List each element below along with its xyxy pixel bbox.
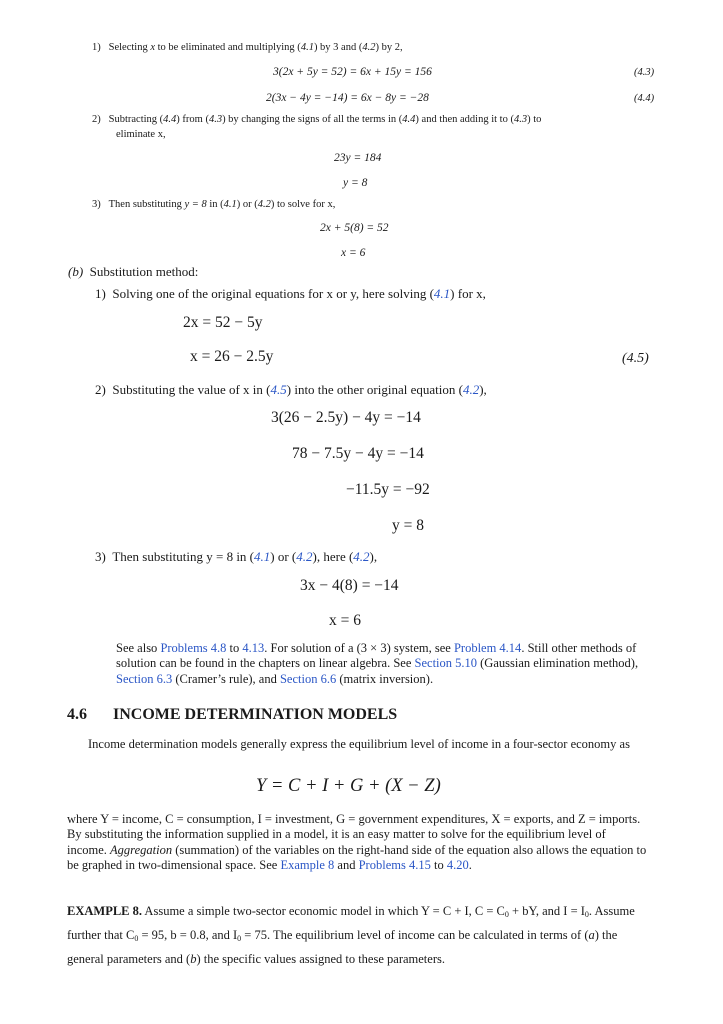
link-problem[interactable]: Problem 4.14 bbox=[453, 641, 522, 655]
example-label: EXAMPLE 8. bbox=[67, 904, 142, 918]
equation-link[interactable]: 4.1 bbox=[254, 549, 271, 564]
section-heading bbox=[67, 706, 397, 724]
step-a2-cont: eliminate x, bbox=[116, 129, 166, 140]
link-problems[interactable]: Problems 4.8 bbox=[160, 641, 227, 655]
step-b3: 3) Then substituting y = 8 in (4.1) or (4.2), here (4.2), bbox=[95, 549, 378, 564]
equation: 3x − 4(8) = −14 bbox=[300, 577, 399, 594]
link-problem[interactable]: 4.13 bbox=[242, 641, 265, 655]
equation: y = 8 bbox=[343, 177, 368, 189]
link-section[interactable]: Section 5.10 bbox=[414, 656, 478, 671]
step-a3: 3) Then substituting y = 8 in (4.1) or (4.2) to solve for x, bbox=[92, 199, 336, 210]
income-equation: Y = C + I + G + (X − Z) bbox=[256, 776, 441, 796]
step-a1: 1) Selecting x to be eliminated and multiplying (4.1) by 3 and (4.2) by 2, bbox=[92, 42, 403, 53]
section-number: 4.6 bbox=[67, 706, 87, 723]
equation: x = 6 bbox=[329, 612, 361, 629]
equation: y = 8 bbox=[392, 517, 424, 534]
see-also-paragraph: See also Problems 4.8 to 4.13. For solution of a (3 × 3) system, see Problem 4.14. Still other methods of solution can be found in the chapters on linear algebra. See Section 5.10 (Gaussian elimination method), Section 6.3 (Cramer’s rule), and Section 6.6 (matrix inversion). bbox=[116, 641, 639, 686]
section-title: INCOME DETERMINATION MODELS bbox=[113, 706, 398, 723]
equation-number: (4.3) bbox=[634, 67, 655, 78]
step-a2: 2) Subtracting (4.4) from (4.3) by changing the signs of all the terms in (4.4) and then adding it to (4.3) to bbox=[92, 114, 542, 125]
step-b1: 1) Solving one of the original equations for x or y, here solving (4.1) for x, bbox=[95, 286, 486, 301]
equation-4-5: x = 26 − 2.5y bbox=[190, 348, 274, 365]
equation: 2x + 5(8) = 52 bbox=[320, 222, 389, 234]
example-8-paragraph: EXAMPLE 8. Assume a simple two-sector economic model in which Y = C + I, $C = C_0$ + bY, and $I = I_0$. Assume further that $C_0 = 95$, b = 0.8, and $I_0 = 75$. The equilibrium level of income can be calculated in terms of (a) the general parameters and (b) the specific values assigned to these parameters. bbox=[67, 904, 635, 966]
equation-link[interactable]: 4.1 bbox=[433, 286, 451, 301]
link-problems[interactable]: Problems 4.15 bbox=[358, 857, 431, 872]
equation: −11.5y = −92 bbox=[346, 481, 430, 498]
link-section[interactable]: Section 6.6 bbox=[279, 671, 337, 686]
equation-4-4: 2(3x − 4y = −14) = 6x − 8y = −28 bbox=[266, 92, 429, 104]
equation: 23y = 184 bbox=[334, 152, 382, 164]
equation-link[interactable]: 4.2 bbox=[296, 549, 313, 564]
equation: 3(26 − 2.5y) − 4y = −14 bbox=[271, 409, 421, 426]
intro-paragraph: Income determination models generally express the equilibrium level of income in a four-sector economy as bbox=[88, 737, 630, 751]
equation-4-3: 3(2x + 5y = 52) = 6x + 15y = 156 bbox=[273, 66, 432, 78]
link-section[interactable]: Section 6.3 bbox=[116, 671, 173, 686]
equation: x = 6 bbox=[341, 247, 366, 259]
link-problem[interactable]: 4.20 bbox=[446, 857, 469, 872]
where-paragraph: where Y = income, C = consumption, I = investment, G = government expenditures, X = exports, and Z = imports. By substituting the information supplied in a model, it is an easy matter to solve for the equilibrium level of income. Aggregation (summation) of the variables on the right-hand side of the equation also allows the equation to be graphed in two-dimensional space. See Example 8 and Problems 4.15 to 4.20. bbox=[67, 812, 647, 872]
equation-link[interactable]: 4.2 bbox=[462, 382, 480, 397]
part-b-heading: (b) Substitution method: bbox=[68, 264, 199, 279]
link-example[interactable]: Example 8 bbox=[280, 857, 335, 872]
equation-link[interactable]: 4.2 bbox=[353, 549, 370, 564]
equation-number: (4.5) bbox=[622, 351, 649, 366]
equation: 2x = 52 − 5y bbox=[183, 314, 263, 331]
step-b2: 2) Substituting the value of x in (4.5) into the other original equation (4.2), bbox=[95, 382, 487, 397]
equation: 78 − 7.5y − 4y = −14 bbox=[292, 445, 424, 462]
equation-number: (4.4) bbox=[634, 93, 655, 104]
equation-link[interactable]: 4.5 bbox=[270, 382, 287, 397]
